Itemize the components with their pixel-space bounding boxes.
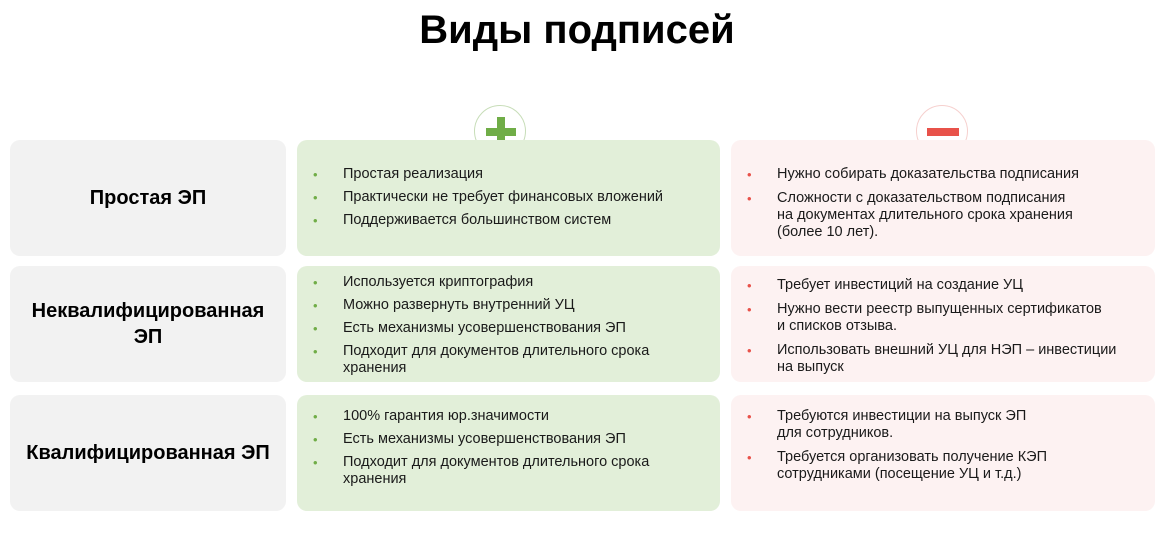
cons-card-unqualified [731, 266, 1155, 382]
pro-item: • Простая реализация [313, 166, 483, 182]
signature-type-unqualified [10, 266, 286, 382]
pros-card-unqualified [297, 266, 720, 382]
pro-item: • Можно развернуть внутренний УЦ [313, 297, 575, 313]
con-item: • Требуется организовать получение КЭП сотрудниками (посещение УЦ и т.д.) [747, 449, 1048, 482]
pro-item: • Практически не требует финансовых вложений [313, 189, 664, 205]
cons-card-simple [731, 140, 1155, 256]
pro-item: • Поддерживается большинством систем [313, 212, 612, 228]
page-title: Виды подписей [419, 8, 735, 52]
con-item: • Нужно собирать доказательства подписания [747, 166, 1079, 182]
pro-item: • Есть механизмы усовершенствования ЭП [313, 320, 626, 336]
pro-item: • Подходит для документов длительного срока хранения [313, 454, 650, 487]
signature-type-label: Неквалифицированная ЭП [31, 300, 265, 348]
signature-type-qualified [10, 395, 286, 511]
signature-type-label: Простая ЭП [89, 187, 207, 209]
pro-item: • 100% гарантия юр.значимости [313, 408, 549, 424]
cons-card-qualified [731, 395, 1155, 511]
con-item: • Требует инвестиций на создание УЦ [747, 277, 1023, 293]
con-item: • Сложности с доказательством подписания на документах длительного срока хранения (более 10 лет). [747, 190, 1073, 240]
con-item: • Требуются инвестиции на выпуск ЭП для сотрудников. [747, 408, 1027, 441]
pros-card-simple [297, 140, 720, 256]
pro-item: • Есть механизмы усовершенствования ЭП [313, 431, 626, 447]
signature-type-simple [10, 140, 286, 256]
pro-item: • Используется криптография [313, 274, 534, 290]
signature-type-label: Квалифицированная ЭП [26, 442, 270, 464]
con-item: • Использовать внешний УЦ для НЭП – инвестиции на выпуск [747, 342, 1117, 375]
con-item: • Нужно вести реестр выпущенных сертификатов и списков отзыва. [747, 301, 1102, 334]
pro-item: • Подходит для документов длительного срока хранения [313, 343, 650, 376]
pros-card-qualified [297, 395, 720, 511]
